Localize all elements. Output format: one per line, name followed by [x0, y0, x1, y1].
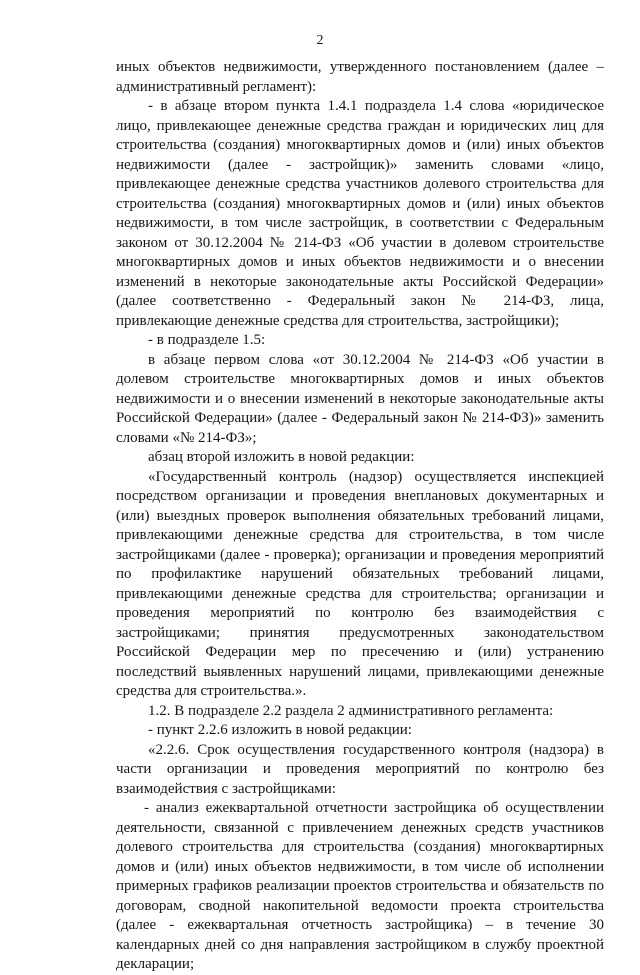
document-body	[116, 58, 604, 975]
paragraph-5: абзац второй изложить в новой редакции:	[148, 449, 415, 465]
paragraph-10: - анализ ежеквартальной отчетности застройщика об осуществлении деятельности, связанной с привлечением денежных средств участников долевого строительства для строительства (создания) многоквартирных домов и (или) иных объектов недвижимости, в том числе об исполнении примерных графиков реализации проектов строительства и обязательств по договорам, сводной накопительной ведомости проекта строительства (далее - ежеквартальная отчетность застройщика) – в течение 30 календарных дней со дня направления застройщиком в службу проектной декларации;	[116, 800, 604, 972]
paragraph-7: 1.2. В подразделе 2.2 раздела 2 административного регламента:	[148, 702, 554, 719]
paragraph-4: в абзаце первом слова «от 30.12.2004 № 214-ФЗ «Об участии в долевом строительстве многоквартирных домов и иных объектов недвижимости и о внесении изменений в некоторые законодательные акты Российской Федерации» (далее - Федеральный закон № 214-ФЗ)» заменить словами «№ 214-ФЗ»;	[116, 351, 604, 446]
paragraph-6: «Государственный контроль (надзор) осуществляется инспекцией посредством организации и проведения внеплановых документарных и (или) выездных проверок выполнения обязательных требований лицами, привлекающими денежные средства для строительства, в том числе застройщиками (далее - проверка); организации и проведения мероприятий по профилактике нарушений обязательных требований лицами, привлекающими денежные средства для строительства; организации и проведения мероприятий по контролю без взаимодействия с застройщиками; принятия предусмотренных законодательством Российской Федерации мер по пресечению и (или) устранению последствий выявленных нарушений лицами, привлекающими денежные средства для строительства.».	[116, 468, 604, 699]
paragraph-1: иных объектов недвижимости, утвержденного постановлением (далее – административный регламент):	[116, 59, 604, 95]
paragraph-3: - в подразделе 1.5:	[148, 332, 266, 348]
paragraph-2: - в абзаце втором пункта 1.4.1 подраздела 1.4 слова «юридическое лицо, привлекающее денежные средства граждан и юридических лиц для строительства (создания) многоквартирных домов и (или) иных объектов недвижимости (далее - застройщик)» заменить словами «лицо, привлекающее денежные средства участников долевого строительства для строительства (создания) многоквартирных домов и (или) иных объектов недвижимости, в том числе застройщик, в соответствии с Федеральным законом от 30.12.2004 № 214-ФЗ «Об участии в долевом строительстве многоквартирных домов и иных объектов недвижимости и о внесении изменений в некоторые законодательные акты Российской Федерации» (далее соответственно - Федеральный закон № 214-ФЗ, лица, привлекающие денежные средства для строительства, застройщики);	[116, 98, 604, 329]
paragraph-8: - пункт 2.2.6 изложить в новой редакции:	[148, 722, 412, 738]
page-number: 2	[316, 33, 324, 48]
paragraph-9: «2.2.6. Срок осуществления государственного контроля (надзора) в части организации и проведения мероприятий по контролю без взаимодействия с застройщиками:	[116, 741, 604, 797]
